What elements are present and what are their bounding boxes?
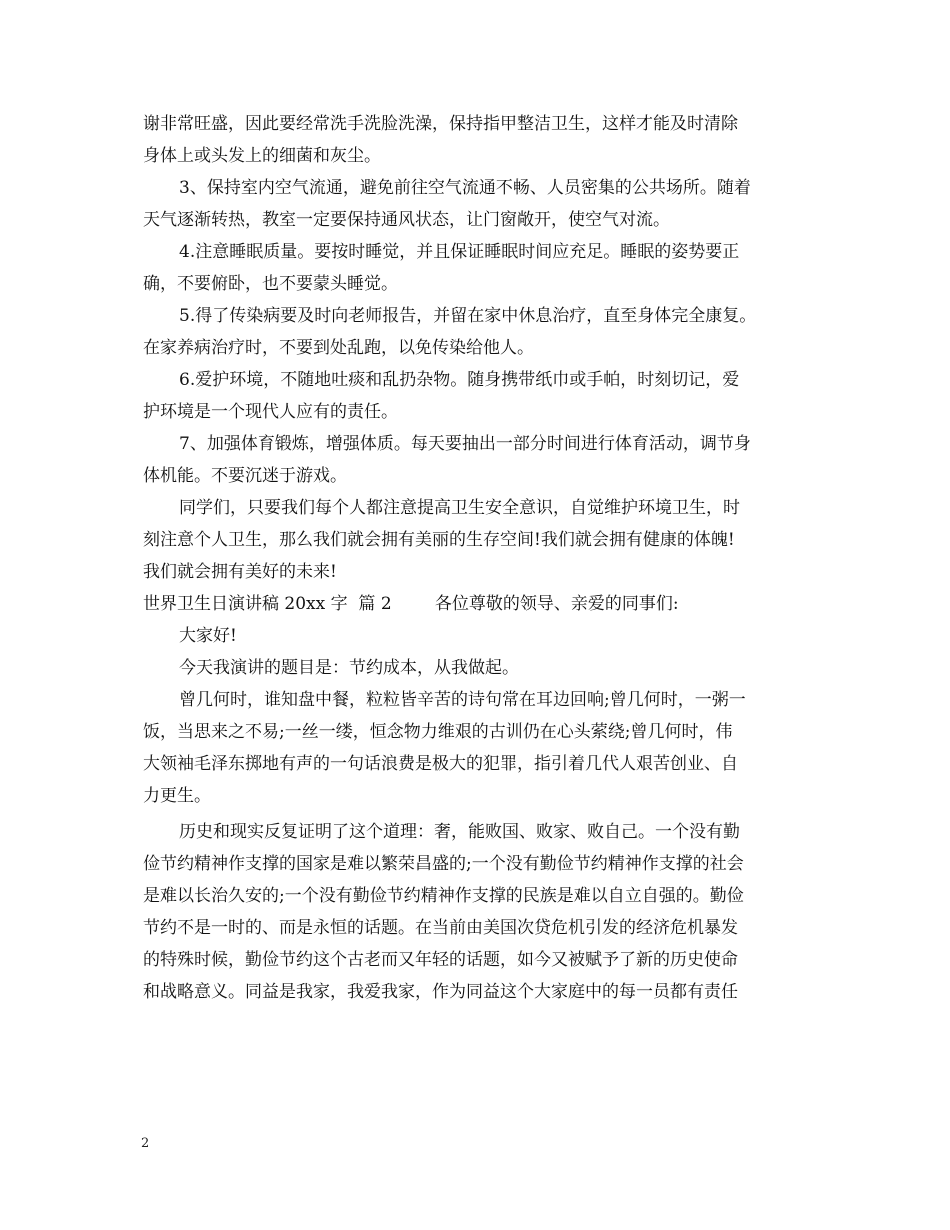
text-line: 在家养病治疗时，不要到处乱跑，以免传染给他人。: [143, 338, 534, 358]
text-line: 力更生。: [143, 786, 211, 806]
text-line: 3、保持室内空气流通，避免前往空气流通不畅、人员密集的公共场所。随着: [179, 178, 751, 198]
text-line: 节约不是一时的、而是永恒的话题。在当前由美国次贷危机引发的经济危机暴发: [143, 918, 738, 938]
text-line: 7、加强体育锻炼，增强体质。每天要抽出一部分时间进行体育活动，调节身: [179, 434, 751, 454]
text-line: 体机能。不要沉迷于游戏。: [143, 466, 347, 486]
text-line: 是难以长治久安的;一个没有勤俭节约精神作支撑的民族是难以自立自强的。勤俭: [143, 886, 744, 906]
page-number: 2: [141, 1136, 150, 1151]
text-line: 6.爱护环境，不随地吐痰和乱扔杂物。随身携带纸巾或手帕，时刻切记，爱: [179, 370, 740, 390]
section-heading-line: 世界卫生日演讲稿 20xx 字 篇 2 各位尊敬的领导、亲爱的同事们:: [143, 594, 679, 614]
text-line: 曾几何时，谁知盘中餐，粒粒皆辛苦的诗句常在耳边回响;曾几何时，一粥一: [179, 690, 746, 710]
text-line: 和战略意义。同益是我家，我爱我家，作为同益这个大家庭中的每一员都有责任: [143, 982, 738, 1002]
text-line: 同学们，只要我们每个人都注意提高卫生安全意识，自觉维护环境卫生，时: [179, 498, 740, 518]
text-line: 今天我演讲的题目是：节约成本，从我做起。: [179, 658, 519, 678]
text-line: 大领袖毛泽东掷地有声的一句话浪费是极大的犯罪，指引着几代人艰苦创业、自: [143, 754, 738, 774]
text-line: 5.得了传染病要及时向老师报告，并留在家中休息治疗，直至身体完全康复。: [179, 306, 757, 326]
text-line: 饭，当思来之不易;一丝一缕，恒念物力维艰的古训仍在心头萦绕;曾几何时，伟: [143, 722, 733, 742]
text-line: 谢非常旺盛，因此要经常洗手洗脸洗澡，保持指甲整洁卫生，这样才能及时清除: [143, 114, 738, 134]
text-line: 护环境是一个现代人应有的责任。: [143, 402, 398, 422]
text-line: 身体上或头发上的细菌和灰尘。: [143, 146, 381, 166]
text-line: 的特殊时候，勤俭节约这个古老而又年轻的话题，如今又被赋予了新的历史使命: [143, 950, 738, 970]
text-line: 历史和现实反复证明了这个道理：奢，能败国、败家、败自己。一个没有勤: [179, 822, 740, 842]
text-line: 确，不要俯卧，也不要蒙头睡觉。: [143, 274, 398, 294]
text-line: 俭节约精神作支撑的国家是难以繁荣昌盛的;一个没有勤俭节约精神作支撑的社会: [143, 854, 744, 874]
text-line: 4.注意睡眠质量。要按时睡觉，并且保证睡眠时间应充足。睡眠的姿势要正: [179, 242, 740, 262]
text-line: 天气逐渐转热，教室一定要保持通风状态，让门窗敞开，使空气对流。: [143, 210, 670, 230]
text-line: 大家好!: [179, 626, 237, 646]
text-line: 刻注意个人卫生，那么我们就会拥有美丽的生存空间!我们就会拥有健康的体魄!: [143, 530, 735, 550]
document-body: [143, 108, 811, 1008]
text-line: 我们就会拥有美好的未来!: [143, 562, 337, 582]
